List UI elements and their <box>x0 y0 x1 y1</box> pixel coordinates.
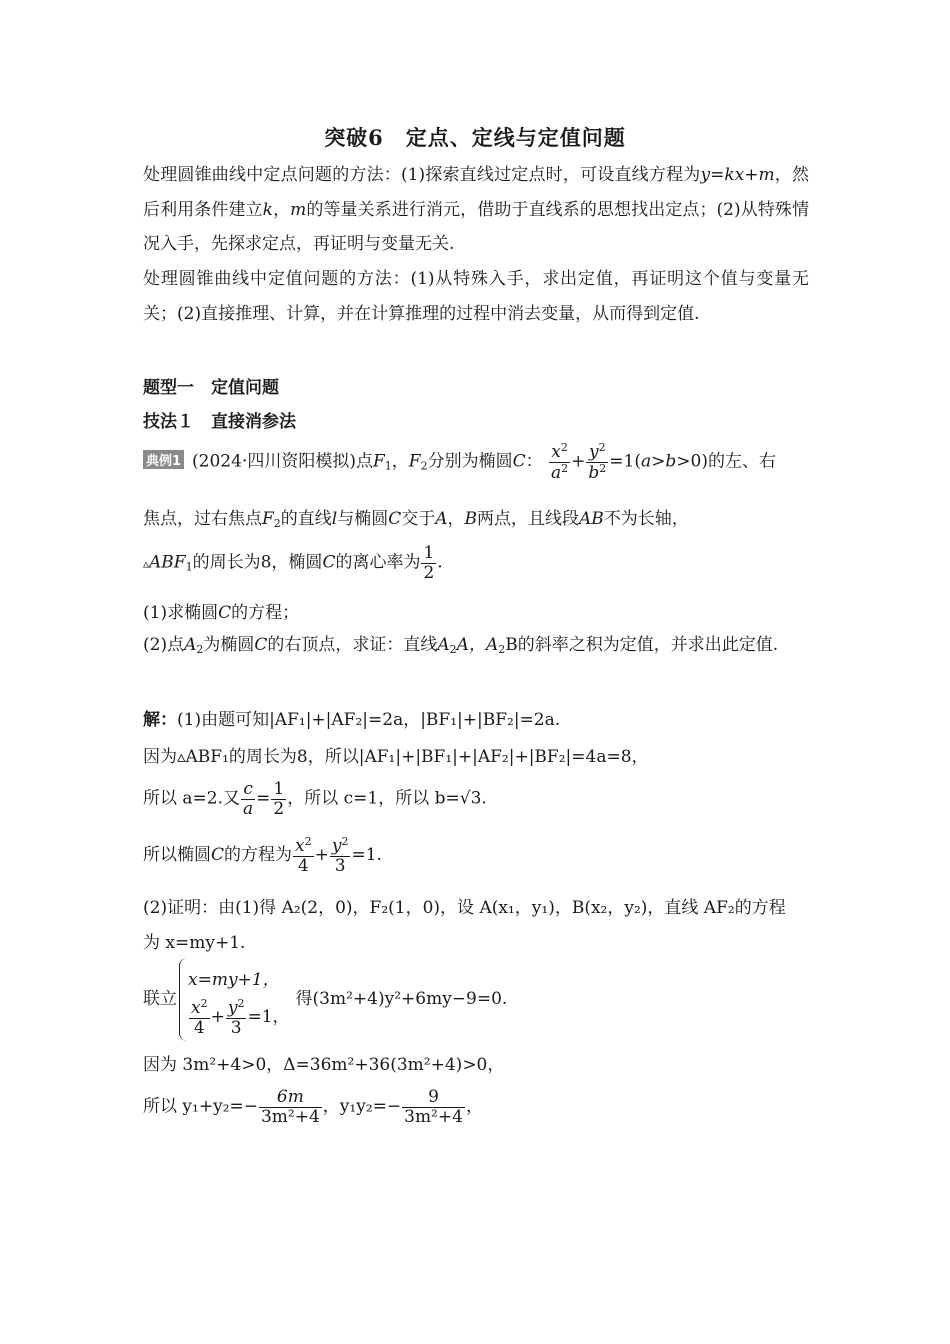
intro-text: 的等量关系进行消元，借助于直线系的思想找出定点；(2)从特殊情况入手，先探求定点，再证明与变量无关. <box>143 199 809 254</box>
var-C: C <box>512 451 526 472</box>
system-label: 联立 <box>143 989 177 1010</box>
punct: ： <box>525 451 543 472</box>
example-text: 交于 <box>401 509 436 529</box>
example-text: 分别为椭圆 <box>427 451 513 472</box>
question-2: (2)点$A_2$为椭圆C的右顶点，求证：直线$A_2A$，$A_2B$的斜率之积为定值，并求出此定值. <box>143 635 779 656</box>
fraction-one-half: $\frac{1}{2}$ <box>423 543 435 583</box>
page-title: 突破6 定点、定线与定值问题 <box>324 125 626 150</box>
subscript: 2 <box>420 459 428 473</box>
example-text: 的直线 <box>280 509 332 529</box>
solution-line-3: 所以 a=2.又 $\frac{c}{a}$ = $\frac{1}{2}$ ，所以 c=1，所以 b=√3. <box>143 779 487 819</box>
var-B: B <box>464 509 478 529</box>
var-a: a <box>640 451 652 472</box>
var-F2: F <box>262 509 274 529</box>
fraction-x2-4: $\frac{x^2}{4}$ <box>295 835 312 876</box>
question-1: (1)求椭圆C的方程； <box>143 603 300 623</box>
example-line-1: 典例1 (2024·四川资阳模拟)点$F_1$，$F_2$分别为椭圆C： $\frac{x^2}{a^2}$ + $\frac{y^2}{b^2}$ =1(a>b>0)的左、右 <box>143 442 809 482</box>
intro-text: 处理圆锥曲线中定点问题的方法：(1)探索直线过定点时，可设直线方程为 <box>143 165 701 185</box>
example-source: (2024·四川资阳模拟)点 <box>192 451 373 472</box>
equation-system <box>179 958 290 1041</box>
variable: m <box>290 199 307 220</box>
example-text: >0)的左、右 <box>676 451 776 472</box>
example-text: 两点，且线段 <box>477 509 580 529</box>
equation-part: =1( <box>609 451 641 472</box>
solution-text: (1)由题可知|AF₁|+|AF₂|=2a，|BF₁|+|BF₂|=2a. <box>177 710 561 730</box>
var-C: C <box>322 552 336 573</box>
solution-line-6: 为 x=my+1. <box>143 933 246 953</box>
fraction-y2-b2: $\frac{y^2}{b^2}$ <box>588 441 607 483</box>
variable: k <box>262 199 273 220</box>
var-F1: F <box>372 451 385 472</box>
example-text: 与椭圆 <box>337 509 389 529</box>
line-formula: y=kx+m <box>700 165 775 185</box>
section-heading: 题型一 定值问题 <box>143 378 279 398</box>
subscript: 1 <box>384 459 392 473</box>
example-text: 不为长轴， <box>603 509 689 529</box>
punct: . <box>437 552 443 573</box>
var-AB: AB <box>579 509 604 529</box>
intro-text: ， <box>272 199 291 220</box>
fraction-x2-a2: $\frac{x^2}{a^2}$ <box>551 441 569 483</box>
example-text: 的周长为8，椭圆 <box>192 552 323 573</box>
example-badge: 典例1 <box>143 450 184 469</box>
punct: ， <box>447 509 465 529</box>
fraction-product: $\frac{9}{\text{3m²+4}}$ <box>404 1087 463 1127</box>
intro-paragraph-2: 处理圆锥曲线中定值问题的方法：(1)从特殊入手，求出定值，再证明这个值与变量无关；(2)直接推理、计算，并在计算推理的过程中消去变量，从而得到定值. <box>143 269 809 324</box>
fraction-one-half: $\frac{1}{2}$ <box>273 779 285 819</box>
solution-label: 解： <box>143 710 177 730</box>
fraction-sum: $\frac{6m}{\text{3m²+4}}$ <box>260 1087 320 1127</box>
solution-line-2: 因为▵ABF₁的周长为8，所以|AF₁|+|BF₁|+|AF₂|+|BF₂|=4a=8， <box>143 747 649 767</box>
var-ABF: ABF <box>149 552 186 573</box>
symbol: > <box>651 451 666 472</box>
quadratic-result: 得(3m²+4)y²+6my−9=0. <box>295 989 508 1010</box>
example-line-2 <box>143 504 809 530</box>
solution-line-1 <box>143 705 809 730</box>
solution-line-4: 所以椭圆C的方程为 $\frac{x^2}{4}$ + $\frac{y^2}{3}$ =1. <box>143 835 382 876</box>
sqrt-3: √3 <box>459 788 482 809</box>
intro-text: ，然后利用条件建立 <box>143 165 809 220</box>
triangle-symbol: ▵ <box>143 556 150 571</box>
subscript: 1 <box>185 560 193 574</box>
punct: ， <box>391 451 409 472</box>
intro-paragraph-1 <box>143 158 809 262</box>
var-b: b <box>665 451 677 472</box>
var-F2: F <box>408 451 421 472</box>
fraction-y2-3: $\frac{y^2}{3}$ <box>331 835 349 876</box>
equation-system-line <box>143 958 809 1041</box>
method-heading: 技法１ 直接消参法 <box>143 412 296 432</box>
solution-line-5: (2)证明：由(1)得 A₂(2，0)，F₂(1，0)，设 A(x₁，y₁)，B(x₂，y₂)，直线 AF₂的方程 <box>143 898 786 918</box>
example-text: 焦点，过右焦点 <box>143 509 262 529</box>
example-line-3 <box>143 544 809 582</box>
system-row-1: x=my+1， <box>188 970 280 990</box>
solution-line-9: 所以 y₁+y₂=− $\frac{6m}{\text{3m²+4}}$ ，y₁y₂=− $\frac{9}{\text{3m²+4}}$ ， <box>143 1087 483 1127</box>
var-C: C <box>388 509 402 529</box>
subscript: 2 <box>273 517 281 530</box>
example-text: 的离心率为 <box>335 552 421 573</box>
solution-line-8: 因为 3m²+4>0，Δ=36m²+36(3m²+4)>0， <box>143 1055 505 1075</box>
var-A: A <box>435 509 448 529</box>
fraction-c-over-a: $\frac{c}{a}$ <box>243 779 254 819</box>
system-row-2: $\frac{x^2}{4}$ + $\frac{y^2}{3}$ =1， <box>191 997 290 1038</box>
var-l: l <box>331 509 338 529</box>
